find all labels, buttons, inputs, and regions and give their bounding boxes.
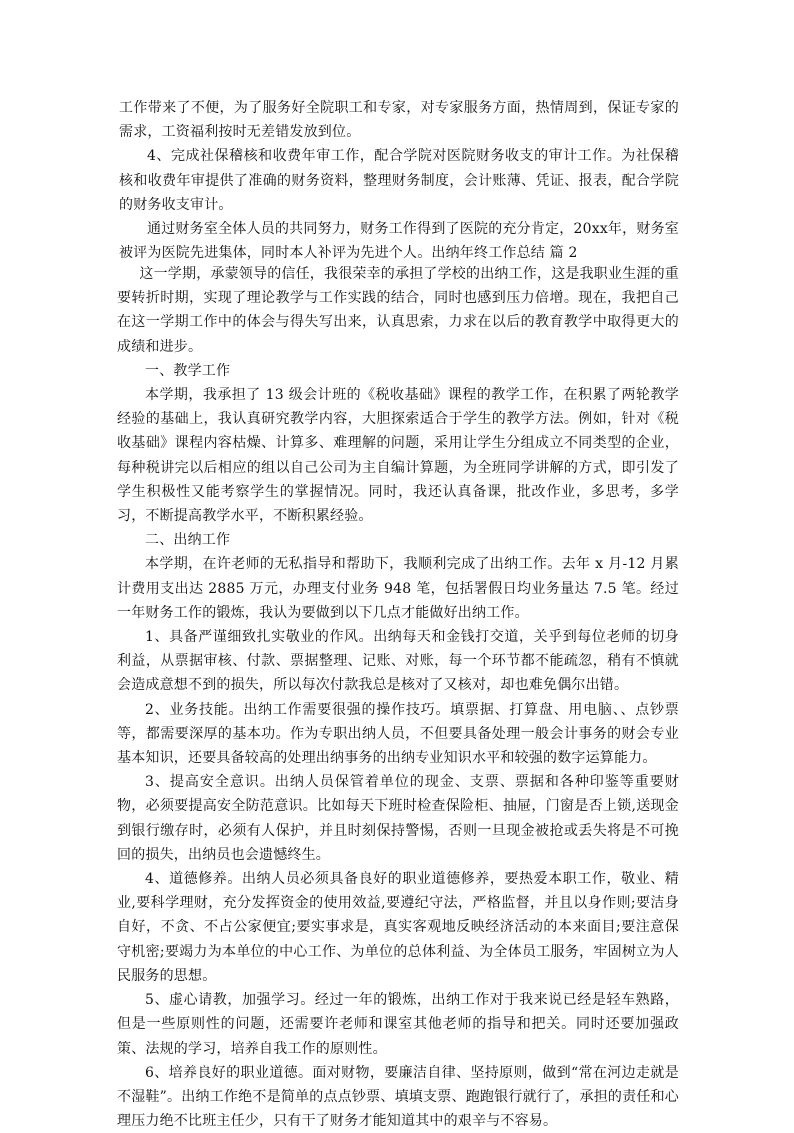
paragraph-point-3: 3、提高安全意识。出纳人员保管着单位的现金、支票、票据和各种印鉴等重要财物，必须要提高安全防范意识。比如每天下班时检查保险柜、抽屉，门窗是否上锁,送现金到银行缴存时，必须有人保护，并且时刻保持警惕，否则一旦现金被抢或丢失将是不可挽回的损失，出纳员也会遗憾终生。 bbox=[117, 774, 679, 863]
paragraph-staff-service: 工作带来了不便，为了服务好全院职工和专家，对专家服务方面，热情周到，保证专家的需求，工资福利按时无差错发放到位。 bbox=[119, 100, 679, 141]
paragraph-point-2: 2、业务技能。出纳工作需要很强的操作技巧。填票据、打算盘、用电脑、、点钞票等，都需要深厚的基本功。作为专职出纳人员，不但要具备处理一般会计事务的财会专业基本知识，还要具备较高的处理出纳事务的出纳专业知识水平和较强的数字运算能力。 bbox=[117, 701, 679, 767]
section-heading-teaching: 一、教学工作 bbox=[145, 362, 231, 379]
paragraph-item-4-audit: 4、完成社保稽核和收费年审工作，配合学院对医院财务收支的审计工作。为社保稽核和收费年审提供了准确的财务资料，整理财务制度，会计账薄、凭证、报表，配合学院的财务收支审计。 bbox=[119, 148, 679, 213]
text-block-top bbox=[119, 96, 679, 265]
paragraph-point-1: 1、具备严谨细致扎实敬业的作风。出纳每天和金钱打交道，关乎到每位老师的切身利益，从票据审核、付款、票据整理、记账、对账，每一个环节都不能疏忽，稍有不慎就会造成意想不到的损失，所以每次付款我总是核对了又核对，却也难免偶尔出错。 bbox=[117, 629, 679, 694]
text-block-part-2 bbox=[117, 262, 679, 1133]
paragraph-intro: 这一学期，承蒙领导的信任，我很荣幸的承担了学校的出纳工作，这是我职业生涯的重要转折时期，实现了理论教学与工作实践的结合，同时也感到压力倍增。现在，我把自己在这一学期工作中的体会与得失写出来，认真思索，力求在以后的教育教学中取得更大的成绩和进步。 bbox=[117, 266, 679, 355]
paragraph-cashier-overview: 本学期，在许老师的无私指导和帮助下，我顺利完成了出纳工作。去年 x 月-12 月累计费用支出达 2885 万元，办理支付业务 948 笔，包括署假日均业务量达 7.5 笔。经过一年财务工作的锻炼，我认为要做到以下几点才能做好出纳工作。 bbox=[117, 556, 679, 621]
paragraph-point-6: 6、培养良好的职业道德。面对财物，要廉洁自律、坚持原则，做到“常在河边走就是不湿鞋”。出纳工作绝不是简单的点点钞票、填填支票、跑跑银行就行了，承担的责任和心理压力绝不比班主任少，只有干了财务才能知道其中的艰辛与不容易。 bbox=[117, 1064, 679, 1130]
paragraph-summary-award: 通过财务室全体人员的共同努力，财务工作得到了医院的充分肯定，20xx年，财务室被评为医院先进集体，同时本人补评为先进个人。出纳年终工作总结 篇 2 bbox=[119, 221, 679, 262]
paragraph-point-5: 5、虚心请教，加强学习。经过一年的锻炼，出纳工作对于我来说已经是轻车熟路，但是一些原则性的问题，还需要许老师和课室其他老师的指导和把关。同时还要加强政策、法规的学习，培养自我工作的原则性。 bbox=[117, 992, 679, 1057]
paragraph-point-4: 4、道德修养。出纳人员必须具备良好的职业道德修养，要热爱本职工作，敬业、精业,要科学理财，充分发挥资金的使用效益,要遵纪守法，严格监督，并且以身作则;要洁身自好，不贪、不占公家便宜;要实事求是，真实客观地反映经济活动的本来面目;要注意保守机密;要竭力为本单位的中心工作、为单位的总体利益、为全体员工服务，牢固树立为人民服务的思想。 bbox=[117, 871, 679, 984]
paragraph-teaching: 本学期，我承担了 13 级会计班的《税收基础》课程的教学工作，在积累了两轮教学经验的基础上，我认真研究教学内容，大胆探索适合于学生的教学方法。例如，针对《税收基础》课程内容枯燥、计算多、难理解的问题，采用让学生分组成立不同类型的企业，每种税讲完以后相应的组以自己公司为主自编计算题，为全班同学讲解的方式，即引发了学生积极性又能考察学生的掌握情况。同时，我还认真备课，批改作业，多思考，多学习，不断提高教学水平，不断积累经验。 bbox=[117, 387, 679, 525]
section-heading-cashier: 二、出纳工作 bbox=[145, 532, 231, 549]
